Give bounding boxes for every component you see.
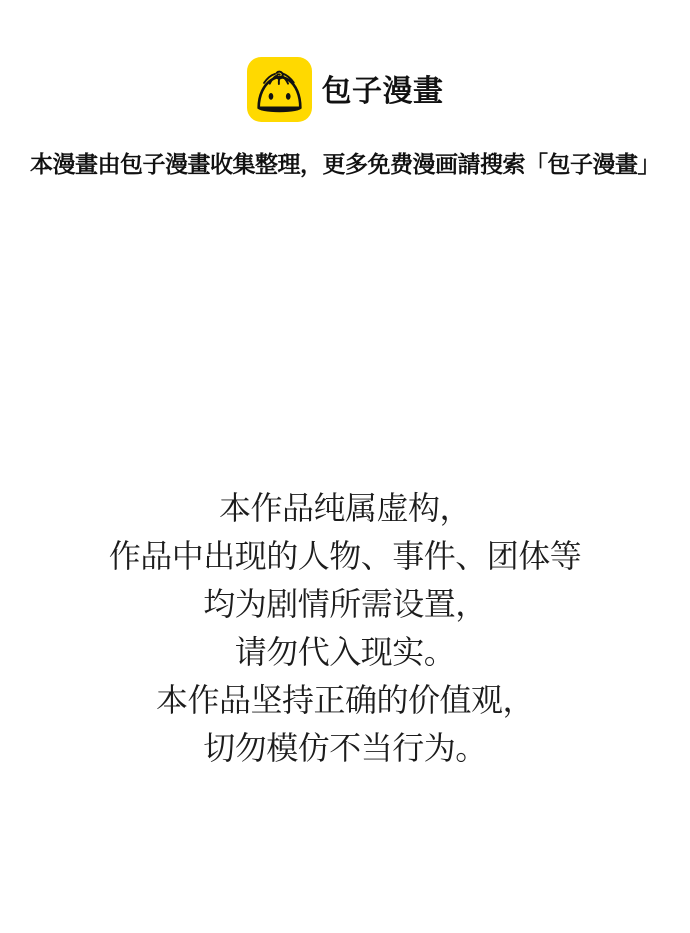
brand-wordmark: 包子漫畫 <box>321 74 444 108</box>
disclaimer-block <box>0 484 690 772</box>
disclaimer-line: 本作品坚持正确的价值观， <box>155 682 534 718</box>
credit-tagline: 本漫畫由包子漫畫收集整理，更多免费漫画請搜索「包子漫畫」 <box>30 151 660 177</box>
disclaimer-line: 均为剧情所需设置， <box>203 586 487 622</box>
disclaimer-line: 本作品纯属虚构， <box>218 490 471 526</box>
disclaimer-line: 作品中出现的人物、事件、团体等 <box>108 538 582 574</box>
baozi-bun-icon <box>247 57 312 122</box>
disclaimer-line: 请勿代入现实。 <box>234 634 456 670</box>
disclaimer-line: 切勿模仿不当行为。 <box>203 730 487 766</box>
brand-header <box>0 57 690 122</box>
